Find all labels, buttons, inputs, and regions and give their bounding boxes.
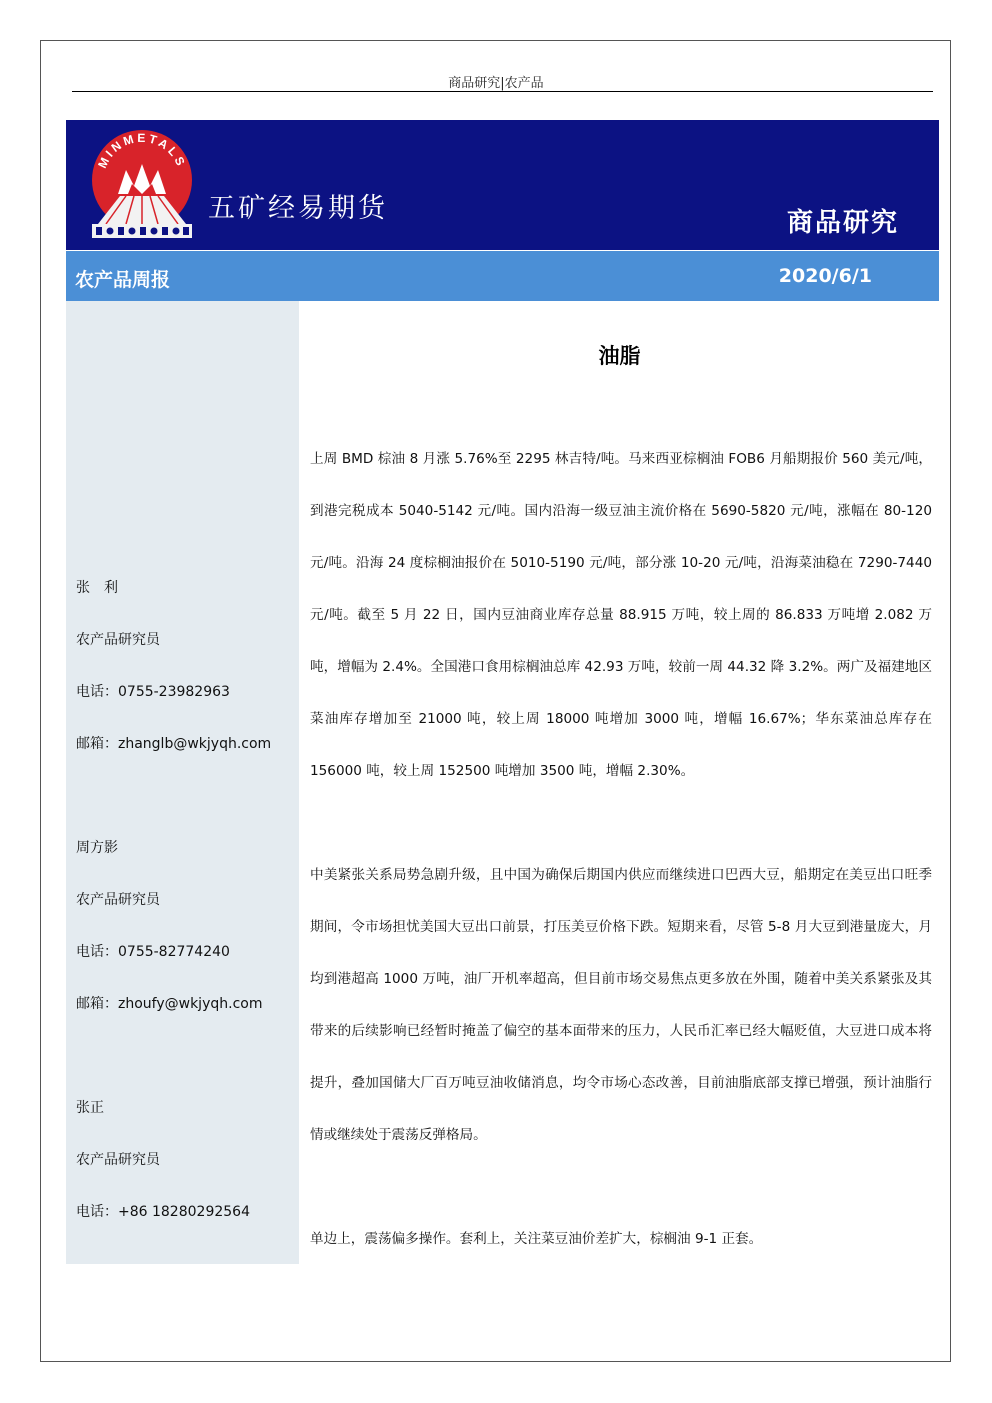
- report-date: 2020/6/1: [778, 265, 872, 287]
- analyst-name: 周方影: [76, 840, 118, 856]
- strategy-paragraph: 单边上，震荡偏多操作。套利上，关注菜豆油价差扩大，棕榈油 9-1 正套。: [310, 1231, 763, 1247]
- analysis-paragraph: 中美紧张关系局势急剧升级，且中国为确保后期国内供应而继续进口巴西大豆，船期定在美豆出口旺季期间，令市场担忧美国大豆出口前景，打压美豆价格下跌。短期来看，尽管 5-8 月大豆到港量庞大，月均到港超高 1000 万吨，油厂开机率超高，但目前市场交易焦点更多放在外围，随着中美关系紧张及其带来的后续影响已经暂时掩盖了偏空的基本面带来的压力，人民币汇率已经大幅贬值，大豆进口成本将提升，叠加国储大厂百万吨豆油收储消息，均令市场心态改善，目前油脂底部支撑已增强，预计油脂行情或继续处于震荡反弹格局。: [310, 867, 932, 1143]
- company-name: 五矿经易期货: [208, 193, 388, 224]
- minmetals-logo: [90, 128, 194, 240]
- analyst-email: 邮箱：zhanglb@wkjyqh.com: [76, 736, 272, 752]
- header-rule: [72, 91, 933, 92]
- market-paragraph: 上周 BMD 棕油 8 月涨 5.76%至 2295 林吉特/吨。马来西亚棕榈油 FOB6 月船期报价 560 美元/吨，到港完税成本 5040-5142 元/吨。国内沿海一级豆油主流价格在 5690-5820 元/吨，涨幅在 80-120 元/吨。沿海 24 度棕榈油报价在 5010-5190 元/吨，部分涨 10-20 元/吨，沿海菜油稳在 7290-7440 元/吨。截至 5 月 22 日，国内豆油商业库存总量 88.915 万吨，较上周的 86.833 万吨增 2.082 万吨，增幅为 2.4%。全国港口食用棕榈油总库 42.93 万吨，较前一周 44.32 降 3.2%。两广及福建地区菜油库存增加至 21000 吨，较上周 18000 吨增加 3000 吨，增幅 16.67%；华东菜油总库存在 156000 吨，较上周 152500 吨增加 3500 吨，增幅 2.30%。: [310, 451, 932, 779]
- running-header: 商品研究|农产品: [448, 76, 544, 91]
- analyst-name: 张正: [76, 1100, 104, 1116]
- banner-section-title: 商品研究: [786, 208, 899, 238]
- report-type: 农产品周报: [75, 269, 171, 291]
- analyst-email: 邮箱：zhoufy@wkjyqh.com: [76, 996, 263, 1012]
- analyst-role: 农产品研究员: [76, 892, 160, 908]
- analyst-card: [76, 1097, 250, 1253]
- analyst-phone: 电话：0755-82774240: [76, 944, 230, 960]
- report-subbar: [66, 251, 939, 301]
- analyst-phone: 电话：+86 18280292564: [76, 1204, 250, 1220]
- svg-text:MINMETALS: MINMETALS: [95, 130, 189, 171]
- banner: [66, 120, 939, 250]
- analyst-role: 农产品研究员: [76, 1152, 160, 1168]
- analyst-phone: 电话：0755-23982963: [76, 684, 230, 700]
- analyst-card: [76, 837, 262, 1045]
- section-title: 油脂: [598, 344, 641, 368]
- analyst-card: [76, 577, 271, 785]
- analyst-role: 农产品研究员: [76, 632, 160, 648]
- analyst-name: 张 利: [76, 580, 118, 596]
